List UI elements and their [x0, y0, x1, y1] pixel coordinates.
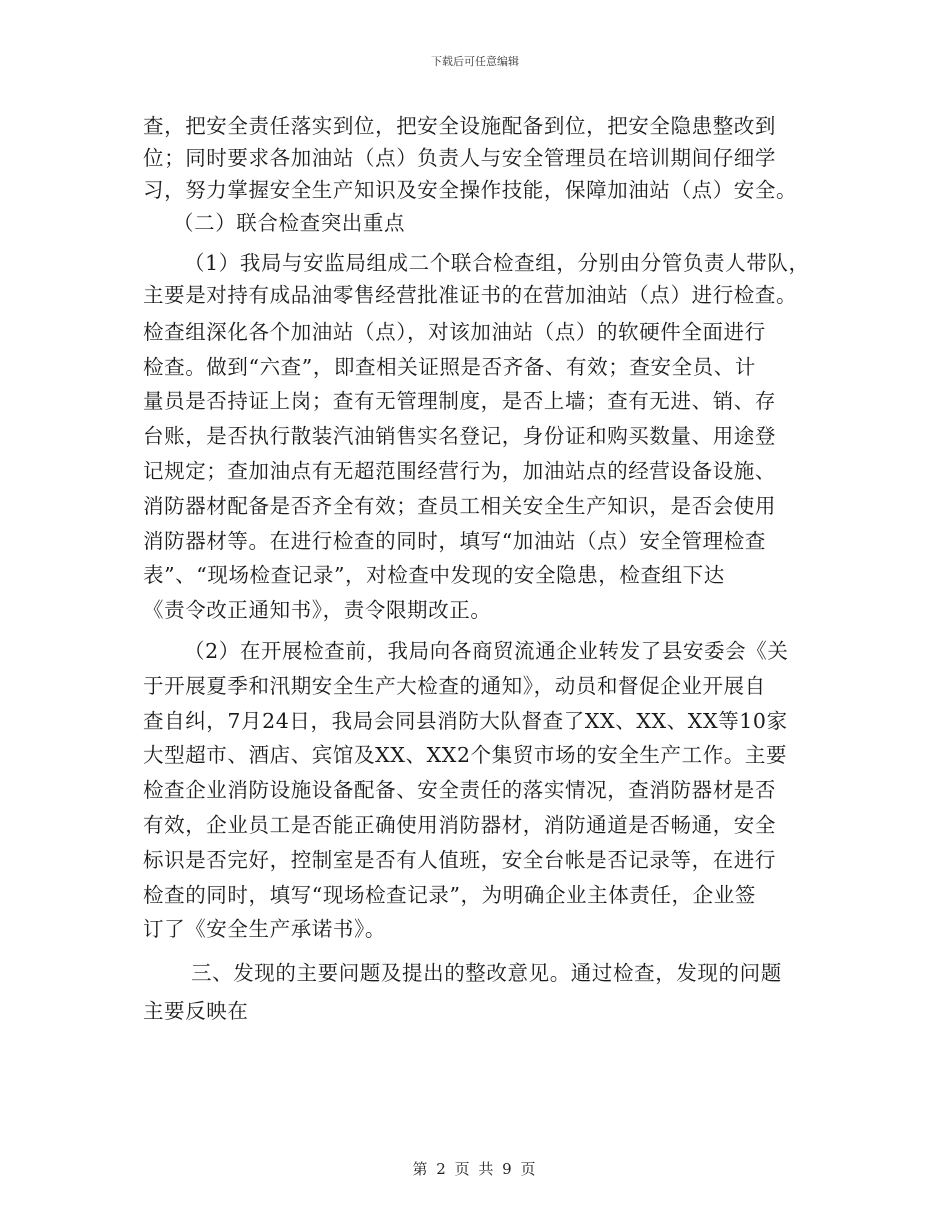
text-line: 记规定；查加油点有无超范围经营行为，加油站点的经营设备设施、: [143, 458, 776, 483]
text-line: 检查企业消防设施设备配备、安全责任的落实情况，查消防器材是否: [143, 778, 776, 803]
text-line: 订了《安全生产承诺书》。: [143, 917, 386, 942]
text-line: 查，把安全责任落实到位，把安全设施配备到位，把安全隐患整改到: [143, 114, 776, 138]
text-line: 主要反映在: [143, 998, 249, 1023]
text-line: 检查。做到“六查”，即查相关证照是否齐备、有效；查安全员、计: [143, 354, 756, 379]
header-note: 下载后可任意编辑: [431, 55, 519, 68]
text-line: （2）在开展检查前，我局向各商贸流通企业转发了县安委会《关: [184, 638, 789, 663]
text-line: 检查组深化各个加油站（点），对该加油站（点）的软硬件全面进行: [143, 319, 766, 344]
section-heading: 三、发现的主要问题及提出的整改意见。通过检查，发现的问题: [191, 961, 782, 986]
text-line: 于开展夏季和汛期安全生产大检查的通知》，动员和督促企业开展自: [143, 673, 766, 698]
text-line: 消防器材等。在进行检查的同时，填写“加油站（点）安全管理检查: [143, 528, 766, 553]
text-line: 大型超市、酒店、宾馆及XX、XX2个集贸市场的安全生产工作。主要: [143, 743, 788, 768]
text-line: 表”、“现场检查记录”，对检查中发现的安全隐患，检查组下达: [143, 563, 725, 588]
text-line: （1）我局与安监局组成二个联合检查组，分别由分管负责人带队，: [184, 251, 810, 276]
text-line: 主要是对持有成品油零售经营批准证书的在营加油站（点）进行检查。: [143, 282, 798, 307]
text-line: 量员是否持证上岗；查有无管理制度，是否上墙；查有无进、销、存: [143, 389, 776, 414]
text-line: 检查的同时，填写“现场检查记录”，为明确企业主体责任，企业签: [143, 882, 756, 907]
text-line: 消防器材配备是否齐全有效；查员工相关安全生产知识，是否会使用: [143, 493, 776, 518]
text-line: 习，努力掌握安全生产知识及安全操作技能，保障加油站（点）安全。: [143, 177, 798, 202]
text-line: 台账，是否执行散装汽油销售实名登记，身份证和购买数量、用途登: [143, 424, 776, 449]
text-line: 查自纠，7月24日，我局会同县消防大队督查了XX、XX、XX等10家: [143, 708, 788, 733]
section-heading: （二）联合检查突出重点: [173, 211, 406, 236]
page-footer: 第 2 页 共 9 页: [412, 1160, 538, 1178]
document-body: [143, 111, 808, 1028]
text-line: 《责令改正通知书》，责令限期改正。: [143, 598, 492, 623]
text-line: 位；同时要求各加油站（点）负责人与安全管理员在培训期间仔细学: [143, 145, 776, 170]
text-line: 有效，企业员工是否能正确使用消防器材，消防通道是否畅通，安全: [143, 812, 776, 837]
text-line: 标识是否完好，控制室是否有人值班，安全台帐是否记录等，在进行: [143, 847, 776, 872]
